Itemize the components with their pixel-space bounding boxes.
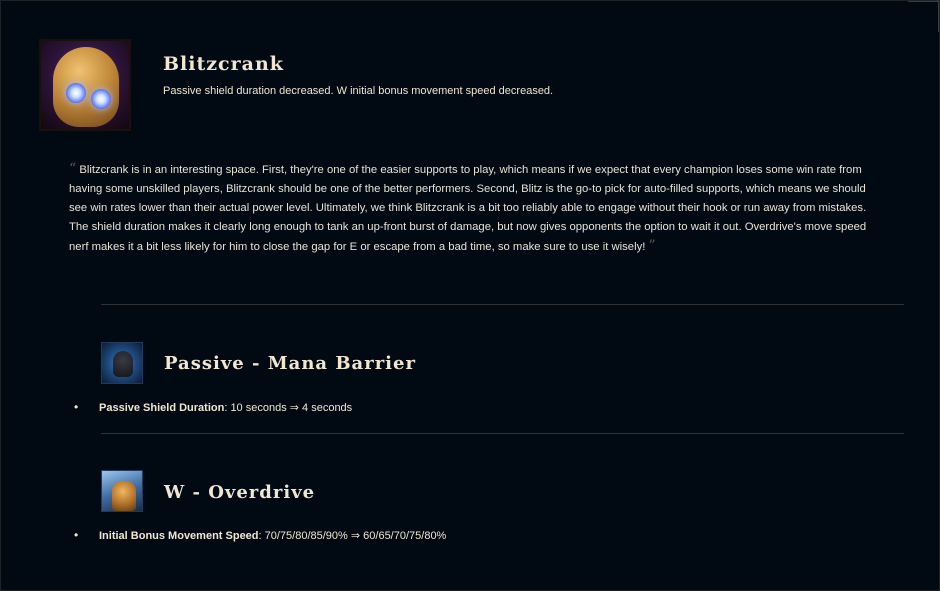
overdrive-icon: [101, 470, 143, 512]
champion-portrait: [39, 39, 131, 131]
bullet-icon: •: [74, 528, 79, 542]
overdrive-figure: [112, 481, 136, 511]
section-divider: [101, 433, 904, 434]
ability-title-w: W - Overdrive: [164, 482, 316, 503]
mana-barrier-icon: [101, 342, 143, 384]
change-value: : 70/75/80/85/90% ⇒ 60/65/70/75/80%: [258, 530, 447, 542]
change-attribute: Passive Shield Duration: [99, 402, 225, 414]
ability-title-passive: Passive - Mana Barrier: [164, 353, 416, 374]
panel-corner-accent: [908, 1, 939, 32]
champion-summary: Passive shield duration decreased. W initial bonus movement speed decreased.: [163, 85, 554, 97]
close-quote-icon: ”: [648, 238, 656, 254]
left-eye: [66, 83, 86, 103]
open-quote-icon: “: [69, 161, 77, 177]
change-attribute: Initial Bonus Movement Speed: [99, 530, 259, 542]
section-divider: [101, 304, 904, 305]
bullet-icon: •: [74, 400, 79, 414]
change-item: [74, 400, 352, 414]
right-eye: [91, 89, 111, 109]
quote-text: Blitzcrank is in an interesting space. First, they're one of the easier supports to play, which means if we expect that every champion loses some win rate from having some unskilled players, Blitzcrank should be one of the better performers. Second, Blitz is the go-to pick for auto-filled supports, which means we should see win rates lower than their actual power level. Ultimately, we think Blitzcrank is a bit too reliably able to engage without their hook or run away from mistakes. The shield duration makes it clearly long enough to tank an up-front burst of damage, but now gives opponents the option to wait it out. Overdrive's move speed nerf makes it a bit less likely for him to close the gap for E or escape from a bad time, so make sure to use it wisely!: [69, 164, 867, 253]
blitzcrank-head: [53, 47, 119, 127]
designer-quote: [69, 160, 869, 257]
champion-name: Blitzcrank: [163, 53, 284, 75]
change-value: : 10 seconds ⇒ 4 seconds: [224, 402, 353, 414]
change-item: [74, 528, 446, 542]
passive-figure: [113, 351, 133, 377]
